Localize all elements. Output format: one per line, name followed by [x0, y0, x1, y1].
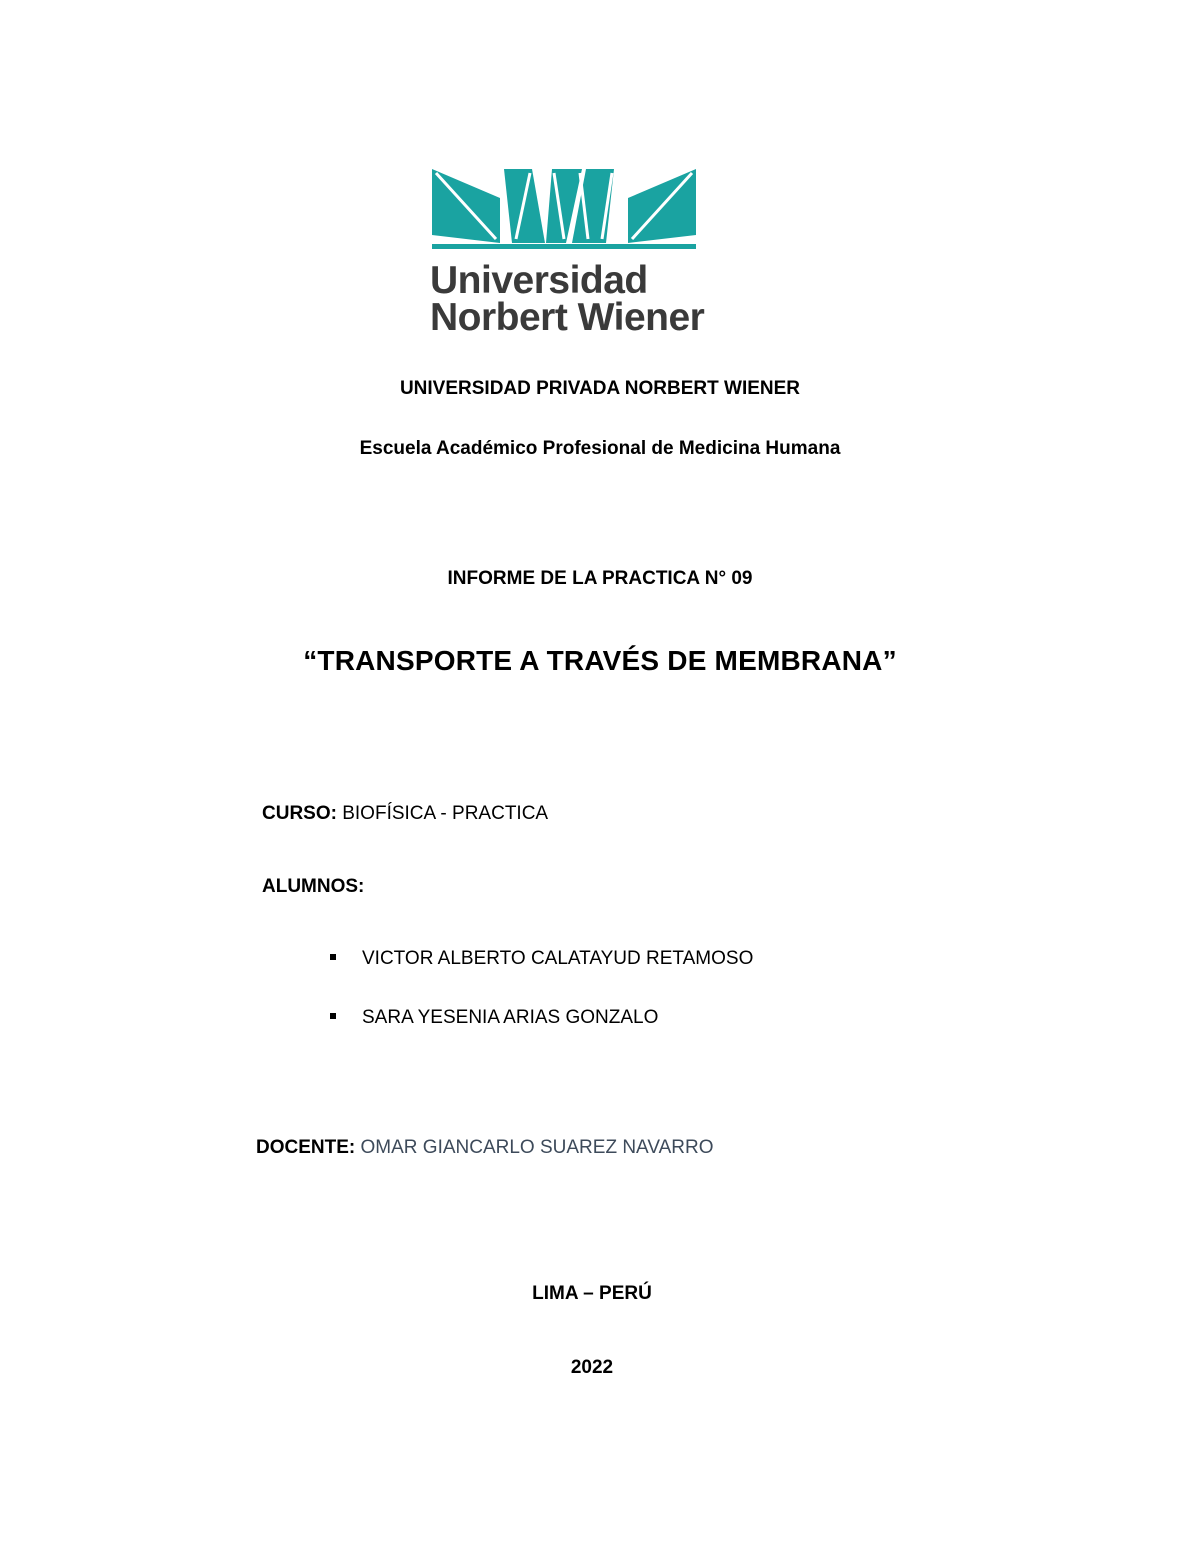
report-title: “TRANSPORTE A TRAVÉS DE MEMBRANA”: [303, 645, 897, 676]
logo-line-2: Norbert Wiener: [430, 296, 705, 339]
open-books-logo-icon: [430, 165, 700, 251]
teacher-line: [256, 1137, 713, 1159]
square-bullet-icon: [330, 954, 336, 960]
logo-wordmark: [430, 259, 705, 339]
logo-line-1: Universidad: [430, 259, 648, 302]
school-name: Escuela Académico Profesional de Medicina Humana: [359, 438, 841, 459]
list-item: [330, 1007, 658, 1029]
course-line: [262, 803, 548, 825]
place: LIMA – PERÚ: [532, 1283, 652, 1304]
teacher-label: DOCENTE:: [256, 1137, 356, 1158]
course-label: CURSO:: [262, 803, 337, 824]
student-name: SARA YESENIA ARIAS GONZALO: [362, 1007, 659, 1028]
university-name: UNIVERSIDAD PRIVADA NORBERT WIENER: [399, 378, 801, 399]
course-value: BIOFÍSICA - PRACTICA: [342, 803, 549, 824]
student-name: VICTOR ALBERTO CALATAYUD RETAMOSO: [362, 948, 754, 969]
teacher-value: OMAR GIANCARLO SUAREZ NAVARRO: [360, 1137, 714, 1158]
university-logo: [430, 165, 780, 340]
square-bullet-icon: [330, 1013, 336, 1019]
report-number: INFORME DE LA PRACTICA N° 09: [447, 568, 753, 589]
students-label: ALUMNOS:: [262, 876, 365, 897]
year: 2022: [570, 1357, 614, 1378]
list-item: [330, 948, 753, 970]
